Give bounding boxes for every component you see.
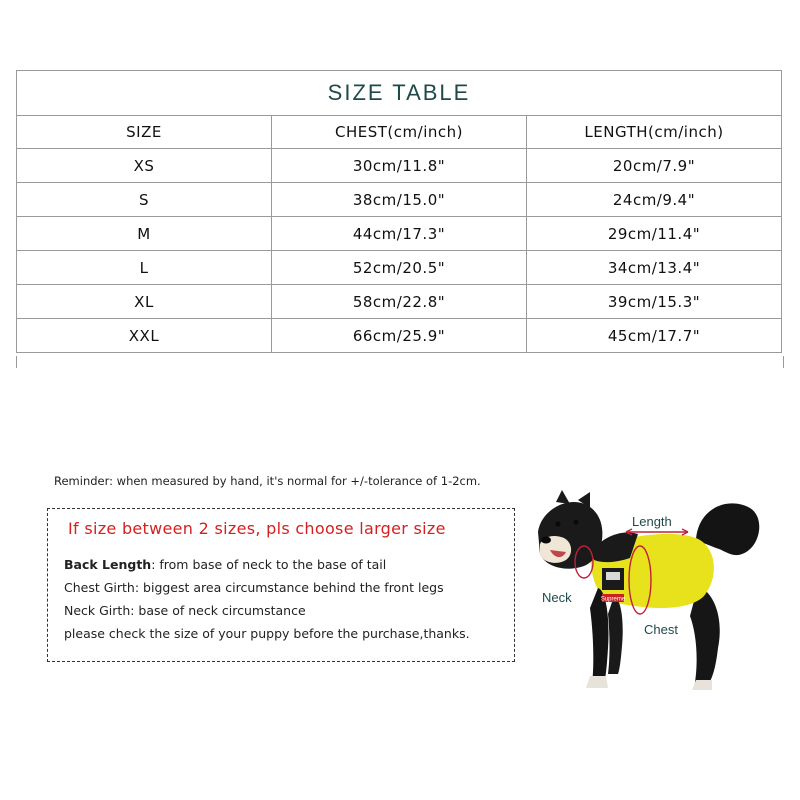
cell-length: 24cm/9.4"	[527, 183, 782, 217]
cell-chest: 38cm/15.0"	[272, 183, 527, 217]
table-row	[17, 149, 782, 183]
size-table	[16, 70, 782, 353]
neck-label: Neck	[542, 590, 572, 605]
table-row	[17, 285, 782, 319]
cell-chest: 52cm/20.5"	[272, 251, 527, 285]
cell-length: 20cm/7.9"	[527, 149, 782, 183]
header-length: LENGTH(cm/inch)	[527, 116, 782, 149]
back-length-desc: : from base of neck to the base of tail	[151, 557, 387, 572]
reminder-text: Reminder: when measured by hand, it's normal for +/-tolerance of 1-2cm.	[54, 474, 481, 488]
table-cut-off-row	[16, 356, 784, 368]
neck-girth-note: Neck Girth: base of neck circumstance	[64, 603, 306, 618]
table-row	[17, 251, 782, 285]
size-notes-box	[47, 508, 515, 662]
header-size: SIZE	[17, 116, 272, 149]
cell-length: 34cm/13.4"	[527, 251, 782, 285]
back-length-term: Back Length	[64, 557, 152, 572]
cell-length: 29cm/11.4"	[527, 217, 782, 251]
size-advice-headline: If size between 2 sizes, pls choose larger size	[68, 519, 446, 538]
table-row	[17, 319, 782, 353]
cell-size: M	[17, 217, 272, 251]
chest-girth-note: Chest Girth: biggest area circumstance behind the front legs	[64, 580, 444, 595]
cell-size: XXL	[17, 319, 272, 353]
cell-size: S	[17, 183, 272, 217]
cell-chest: 44cm/17.3"	[272, 217, 527, 251]
back-length-note	[64, 557, 386, 572]
cell-chest: 58cm/22.8"	[272, 285, 527, 319]
cell-length: 39cm/15.3"	[527, 285, 782, 319]
table-row	[17, 183, 782, 217]
length-label: Length	[632, 514, 672, 529]
dog-measurement-diagram	[528, 488, 790, 698]
size-table-title: SIZE TABLE	[17, 71, 782, 116]
chest-label: Chest	[644, 622, 678, 637]
cell-chest: 30cm/11.8"	[272, 149, 527, 183]
check-size-note: please check the size of your puppy before the purchase,thanks.	[64, 626, 470, 641]
table-row	[17, 217, 782, 251]
table-header-row	[17, 116, 782, 149]
patch-text: Supreme	[600, 596, 626, 603]
cell-chest: 66cm/25.9"	[272, 319, 527, 353]
cell-size: XS	[17, 149, 272, 183]
cell-size: L	[17, 251, 272, 285]
cell-size: XL	[17, 285, 272, 319]
cell-length: 45cm/17.7"	[527, 319, 782, 353]
header-chest: CHEST(cm/inch)	[272, 116, 527, 149]
